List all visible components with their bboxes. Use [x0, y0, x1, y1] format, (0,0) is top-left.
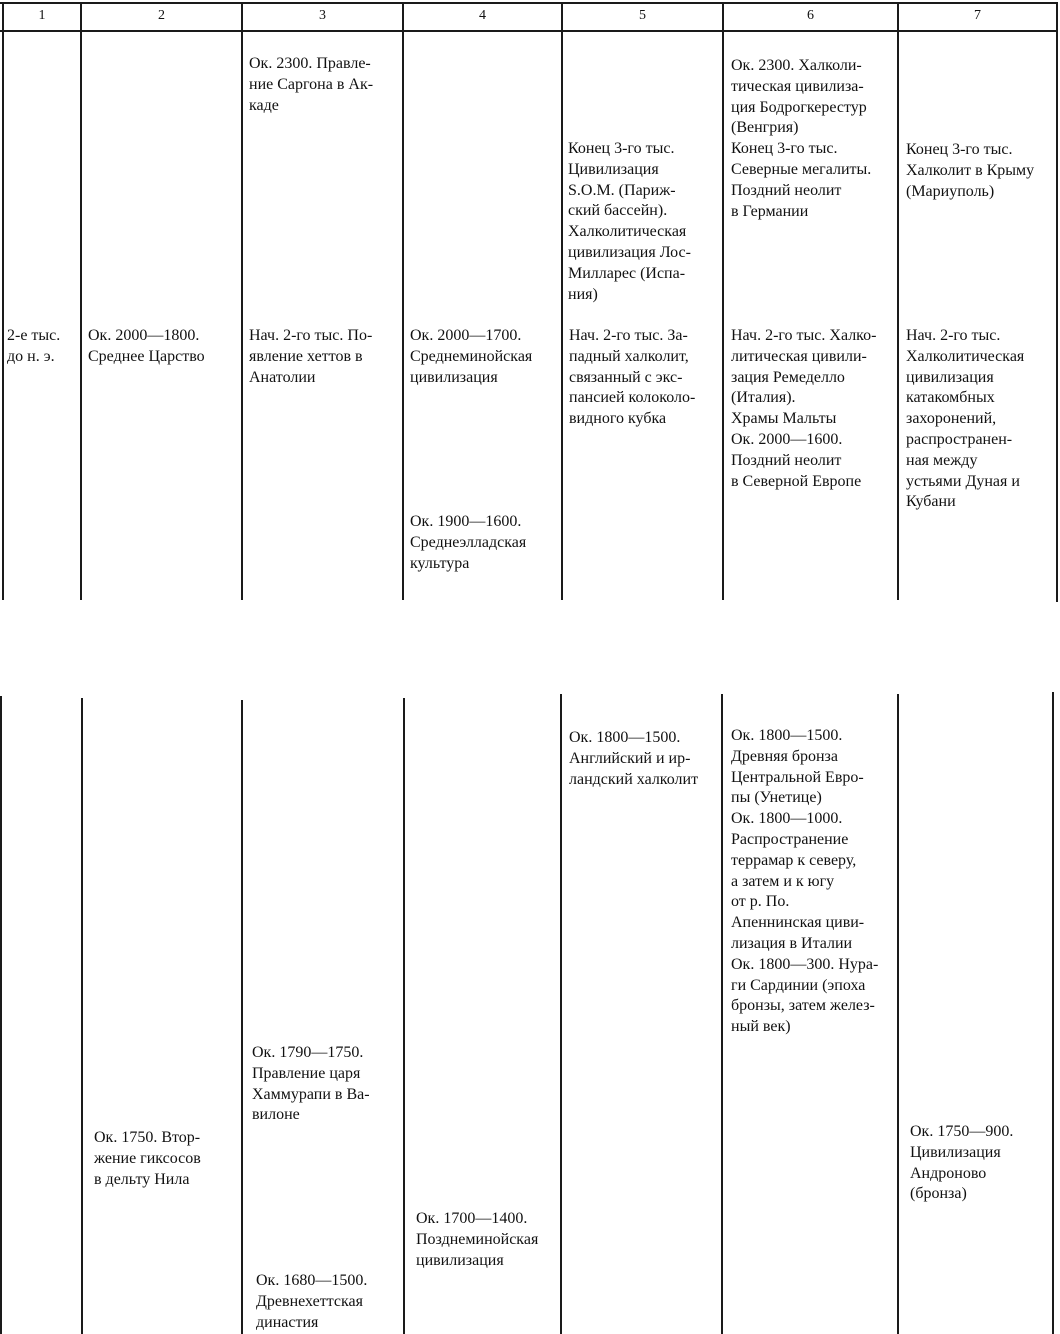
column-divider — [722, 2, 724, 600]
column-number: 7 — [974, 8, 981, 23]
column-divider — [897, 2, 899, 600]
column-number: 2 — [158, 8, 165, 23]
column-divider — [561, 2, 563, 600]
column-divider — [1056, 2, 1058, 602]
column-divider — [721, 694, 723, 1334]
column-divider — [241, 2, 243, 600]
table-cell: Ок. 1790—1750. Правление царя Хаммурапи в Ва- вилоне — [252, 1044, 370, 1124]
table-cell: Ок. 1700—1400. Позднеминойская цивилизация — [416, 1210, 539, 1269]
table-cell: Ок. 2300. Халколи- тическая цивилиза- ция Бодрогкерестур (Венгрия) Конец 3-го тыс. Северные мегалиты. Поздний неолит в Германии — [731, 57, 872, 220]
table-cell: Конец 3-го тыс. Халколит в Крыму (Мариуполь) — [906, 141, 1035, 200]
table-cell: Ок. 2000—1800. Среднее Царство — [88, 327, 205, 365]
column-number: 3 — [319, 8, 326, 23]
header-separator — [0, 30, 1058, 32]
column-divider — [560, 694, 562, 1334]
table-cell: Ок. 1800—1500. Древняя бронза Центральной Евро- пы (Унетице) Ок. 1800—1000. Распространение террамар к северу, а затем и к югу от р. По. Апеннинская циви- лизация в Италии Ок. 1800—300. Нура- ги Сардинии (эпоха бронзы, затем желез- ный век) — [731, 727, 879, 1036]
column-number: 5 — [639, 8, 646, 23]
column-divider — [241, 700, 243, 1334]
table-cell: Ок. 1750—900. Цивилизация Андроново (бронза) — [910, 1123, 1014, 1203]
column-number: 1 — [38, 8, 46, 23]
table-cell: Ок. 1750. Втор- жение гиксосов в дельту Нила — [94, 1129, 201, 1188]
column-divider — [1052, 692, 1054, 1334]
table-cell: Нач. 2-го тыс. За- падный халколит, связанный с экс- пансией колоколо- видного кубка — [569, 327, 696, 428]
table-cell: 2-е тыс. до н. э. — [7, 327, 61, 365]
column-divider — [403, 698, 405, 1334]
column-divider — [0, 696, 2, 1334]
column-number: 4 — [479, 8, 486, 23]
column-divider — [402, 2, 404, 600]
table-cell: Ок. 1680—1500. Древнехеттская династия — [256, 1272, 368, 1331]
table-cell: Ок. 2300. Правле- ние Саргона в Ак- каде — [249, 55, 374, 114]
table-cell: Ок. 2000—1700. Среднеминойская цивилизация — [410, 327, 533, 386]
column-divider — [2, 2, 4, 600]
table-cell: Ок. 1800—1500. Английский и ир- ландский халколит — [569, 729, 699, 788]
column-number: 6 — [807, 8, 814, 23]
column-divider — [80, 2, 82, 600]
table-cell: Ок. 1900—1600. Среднеэлладская культура — [410, 513, 527, 572]
table-cell: Нач. 2-го тыс. Халколитическая цивилизация катакомбных захоронений, распространен- ная между устьями Дуная и Кубани — [906, 327, 1025, 511]
table-cell: Конец 3-го тыс. Цивилизация S.O.M. (Париж- ский бассейн). Халколитическая цивилизация Лос- Миллapec (Испа- ния) — [568, 140, 691, 303]
table-cell: Нач. 2-го тыс. По- явление хеттов в Анатолии — [249, 327, 373, 386]
table-cell: Нач. 2-го тыс. Халко- литическая цивили- зация Ремеделло (Италия). Храмы Мальты Ок. 2000—1600. Поздний неолит в Северной Европе — [731, 327, 877, 490]
column-divider — [897, 694, 899, 1334]
column-divider — [81, 698, 83, 1334]
